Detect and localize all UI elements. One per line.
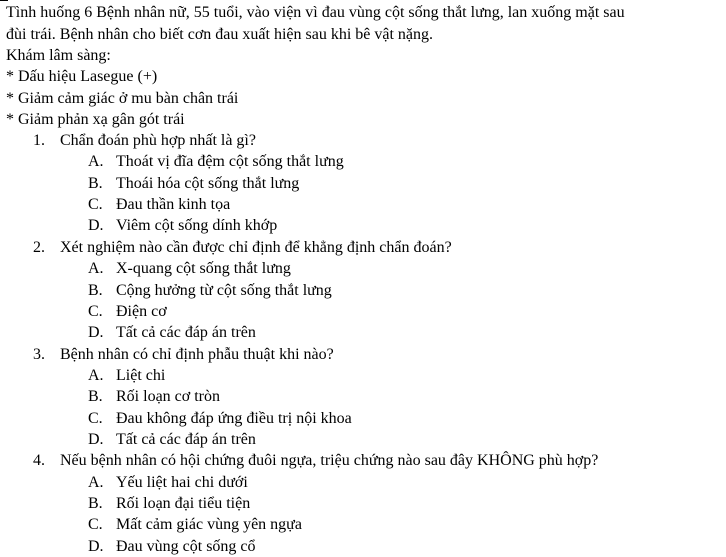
question-text: Bệnh nhân có chỉ định phẫu thuật khi nào? xyxy=(60,346,334,363)
option-text: Rối loạn đại tiểu tiện xyxy=(116,495,251,512)
option-letter: C. xyxy=(88,516,103,533)
option-letter: B. xyxy=(88,388,103,405)
question-text: Nếu bệnh nhân có hội chứng đuôi ngựa, triệu chứng nào sau đây KHÔNG phù hợp? xyxy=(60,452,599,469)
option-text: Rối loạn cơ tròn xyxy=(116,388,220,405)
corner-mark xyxy=(0,0,8,1)
option-letter: A. xyxy=(88,474,104,491)
option-text: X-quang cột sống thắt lưng xyxy=(116,260,291,277)
option-letter: C. xyxy=(88,410,103,427)
option-letter: A. xyxy=(88,260,104,277)
option-text: Đau vùng cột sống cổ xyxy=(116,538,256,555)
question-number: 2. xyxy=(33,239,45,256)
case-intro-line-1: Tình huống 6 Bệnh nhân nữ, 55 tuổi, vào viện vì đau vùng cột sống thắt lưng, lan xuống mặt sau xyxy=(6,4,625,21)
option-text: Yếu liệt hai chi dưới xyxy=(116,474,248,491)
option-text: Đau thần kinh tọa xyxy=(116,196,231,213)
option-text: Thoát vị đĩa đệm cột sống thắt lưng xyxy=(116,153,344,170)
option-letter: D. xyxy=(88,431,104,448)
finding-reflex: * Giảm phản xạ gân gót trái xyxy=(6,111,185,128)
option-text: Thoái hóa cột sống thắt lưng xyxy=(116,175,300,192)
option-text: Cộng hưởng từ cột sống thắt lưng xyxy=(116,282,332,299)
option-letter: B. xyxy=(88,282,103,299)
option-letter: C. xyxy=(88,303,103,320)
question-number: 3. xyxy=(33,346,45,363)
option-text: Viêm cột sống dính khớp xyxy=(116,217,278,234)
option-text: Mất cảm giác vùng yên ngựa xyxy=(116,516,302,533)
option-letter: D. xyxy=(88,217,104,234)
case-intro-line-2: đùi trái. Bệnh nhân cho biết cơn đau xuất hiện sau khi bê vật nặng. xyxy=(6,26,434,43)
exam-heading: Khám lâm sàng: xyxy=(6,47,111,64)
option-letter: D. xyxy=(88,538,104,555)
finding-lasegue: * Dấu hiệu Lasegue (+) xyxy=(6,68,158,85)
option-letter: C. xyxy=(88,196,103,213)
option-letter: A. xyxy=(88,367,104,384)
question-number: 1. xyxy=(33,132,45,149)
question-text: Chẩn đoán phù hợp nhất là gì? xyxy=(60,132,256,149)
option-text: Tất cả các đáp án trên xyxy=(116,324,256,341)
option-letter: A. xyxy=(88,153,104,170)
question-number: 4. xyxy=(33,452,45,469)
option-text: Tất cả các đáp án trên xyxy=(116,431,256,448)
option-text: Điện cơ xyxy=(116,303,167,320)
option-letter: B. xyxy=(88,495,103,512)
finding-sensation: * Giảm cảm giác ở mu bàn chân trái xyxy=(6,90,239,107)
option-text: Liệt chi xyxy=(116,367,166,384)
question-text: Xét nghiệm nào cần được chỉ định để khẳng định chẩn đoán? xyxy=(60,239,452,256)
option-text: Đau không đáp ứng điều trị nội khoa xyxy=(116,410,352,427)
option-letter: D. xyxy=(88,324,104,341)
option-letter: B. xyxy=(88,175,103,192)
